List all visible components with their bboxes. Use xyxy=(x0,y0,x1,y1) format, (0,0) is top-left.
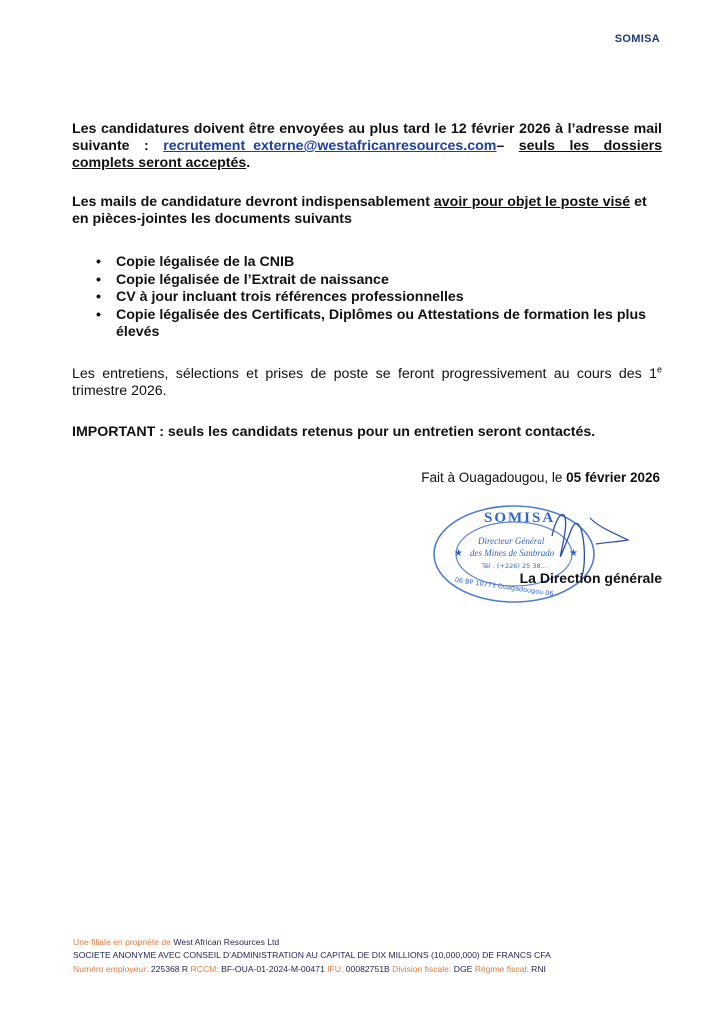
footer-regime-label: Régime fiscal: xyxy=(474,963,529,974)
footer xyxy=(73,936,551,976)
list-item xyxy=(96,307,662,342)
footer-rccm-value: BF-OUA-01-2024-M-00471 xyxy=(221,963,325,974)
document-label: Copie légalisée des Certificats, Diplômes ou Attestations de formation les plus élevés xyxy=(116,306,647,340)
bullet-icon: • xyxy=(96,271,101,288)
paragraph-subject xyxy=(72,194,662,228)
footer-employer-label: Numéro employeur: xyxy=(73,963,149,974)
signoff-line xyxy=(421,470,660,485)
document-label: CV à jour incluant trois références professionnelles xyxy=(116,289,464,305)
footer-subsidiary-label: Une filiale en propriété de xyxy=(73,937,171,947)
list-item xyxy=(96,289,662,307)
footer-division-value: DGE xyxy=(453,963,473,974)
footer-line-2: SOCIETE ANONYME AVEC CONSEIL D’ADMINISTRATION AU CAPITAL DE DIX MILLIONS (10,000,000) DE FRANCS CFA xyxy=(73,950,551,961)
documents-list xyxy=(72,254,662,342)
stamp-tel: Tél : (+226) 25 38... xyxy=(482,562,547,570)
paragraph-schedule xyxy=(72,363,662,400)
stamp-line1: Directeur Général xyxy=(478,536,545,546)
subject-underlined: avoir pour objet le poste visé xyxy=(433,194,631,210)
footer-ifu-label: IFU: xyxy=(327,963,344,974)
bullet-icon: • xyxy=(96,254,101,270)
footer-ifu-value: 00082751B xyxy=(345,963,390,974)
dash: – xyxy=(496,138,505,154)
letter-body xyxy=(72,121,662,441)
document-label: Copie légalisée de la CNIB xyxy=(116,254,295,270)
footer-regime-value: RNI xyxy=(531,963,546,974)
signoff-place: Fait à Ouagadougou, le xyxy=(421,470,563,485)
signature-block xyxy=(432,498,662,628)
stamp-org: SOMISA xyxy=(484,510,556,526)
footer-owner: West African Resources Ltd xyxy=(173,937,280,947)
bullet-icon: • xyxy=(96,289,101,305)
header-brand: SOMISA xyxy=(614,33,660,45)
signature-flourish xyxy=(590,518,628,544)
footer-division-label: Division fiscale: xyxy=(392,963,452,974)
footer-line-3 xyxy=(73,963,551,976)
list-item xyxy=(96,272,662,290)
schedule-text: Les entretiens, sélections et prises de poste se feront progressivement au cours des 1 xyxy=(72,365,657,382)
list-item xyxy=(96,254,662,272)
paragraph-deadline xyxy=(72,121,662,172)
footer-rccm-label: RCCM: xyxy=(190,963,219,974)
stamp-star-left: ★ xyxy=(454,548,463,559)
signature-title: La Direction générale xyxy=(519,570,662,586)
footer-employer-value: 225368 R xyxy=(150,963,189,974)
period: . xyxy=(246,155,251,171)
recruitment-email-link[interactable]: recrutement_externe@westafricanresources.com xyxy=(163,138,497,154)
ordinal-sup: e xyxy=(656,363,662,374)
signature-scribble xyxy=(552,515,584,577)
complete-files-note: seuls les dossiers complets seront acceptés xyxy=(72,138,662,171)
bullet-icon: • xyxy=(96,306,101,323)
subject-end: et en pièces-jointes les documents suivants xyxy=(72,194,647,227)
schedule-end: trimestre 2026. xyxy=(72,382,167,399)
subject-start: Les mails de candidature devront indispensablement xyxy=(72,194,430,210)
stamp-star-right: ★ xyxy=(569,548,578,559)
signoff-date: 05 février 2026 xyxy=(566,470,660,485)
footer-line-1 xyxy=(73,936,551,949)
document-label: Copie légalisée de l’Extrait de naissance xyxy=(116,271,389,288)
stamp-address: 06 BP 10773 Ouagadougou 06 xyxy=(454,575,555,598)
important-note: IMPORTANT : seuls les candidats retenus pour un entretien seront contactés. xyxy=(72,423,596,440)
stamp-line2: des Mines de Sanbrado xyxy=(470,548,555,558)
deadline-text: Les candidatures doivent être envoyées au plus tard le 12 février 2026 à l’adresse mail suivante : xyxy=(72,121,662,154)
official-stamp xyxy=(432,498,662,628)
